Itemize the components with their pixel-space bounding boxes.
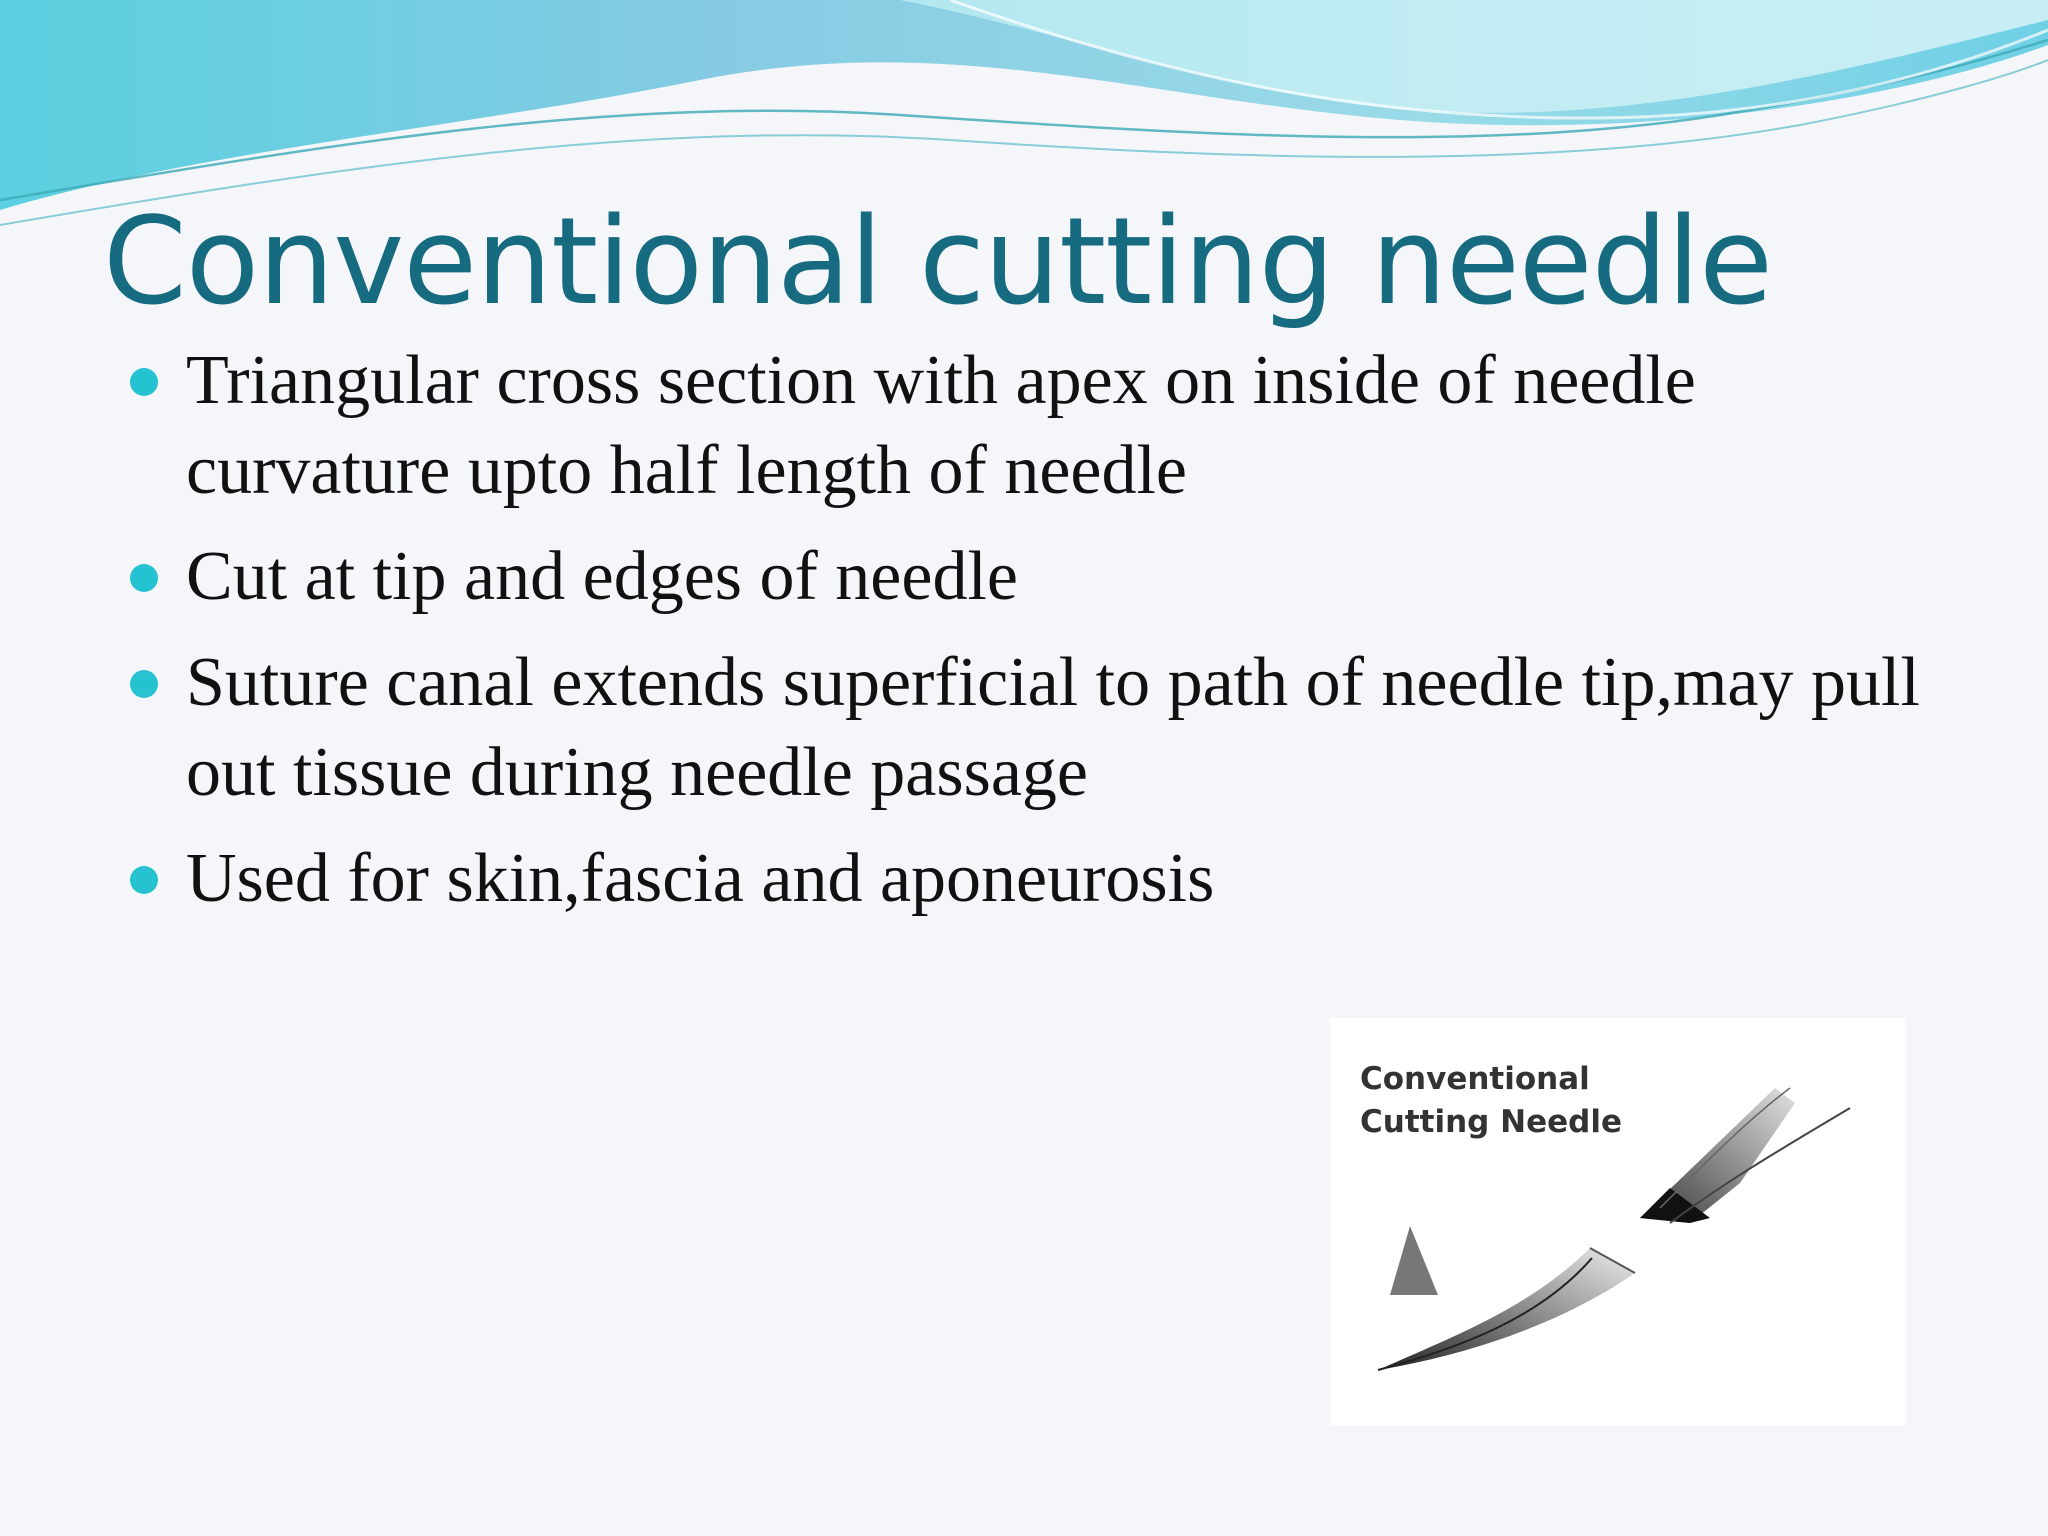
bullet-item xyxy=(130,638,1930,818)
needle-illustration xyxy=(1330,1018,1906,1426)
cross-section-triangle-icon xyxy=(1390,1226,1438,1295)
bullet-text: Used for skin,fascia and aponeurosis xyxy=(186,840,1215,917)
needle-drawing xyxy=(1330,1018,1906,1426)
figure-label-line1: Conventional xyxy=(1360,1061,1590,1097)
bullet-dot-icon xyxy=(130,866,158,894)
slide-title: Conventional cutting needle xyxy=(103,193,1772,332)
bullet-text: Cut at tip and edges of needle xyxy=(186,538,1018,615)
figure-label-line2: Cutting Needle xyxy=(1360,1104,1622,1140)
bullet-dot-icon xyxy=(130,670,158,698)
bullet-item xyxy=(130,336,1930,516)
bullet-item xyxy=(130,532,1930,622)
bullet-dot-icon xyxy=(130,368,158,396)
bullet-text: Suture canal extends superficial to path of needle tip,may pull out tissue during needle passage xyxy=(186,644,1920,811)
bullet-list xyxy=(130,336,1930,940)
bullet-dot-icon xyxy=(130,564,158,592)
bullet-item xyxy=(130,834,1930,924)
bullet-text: Triangular cross section with apex on inside of needle curvature upto half length of needle xyxy=(186,342,1696,509)
